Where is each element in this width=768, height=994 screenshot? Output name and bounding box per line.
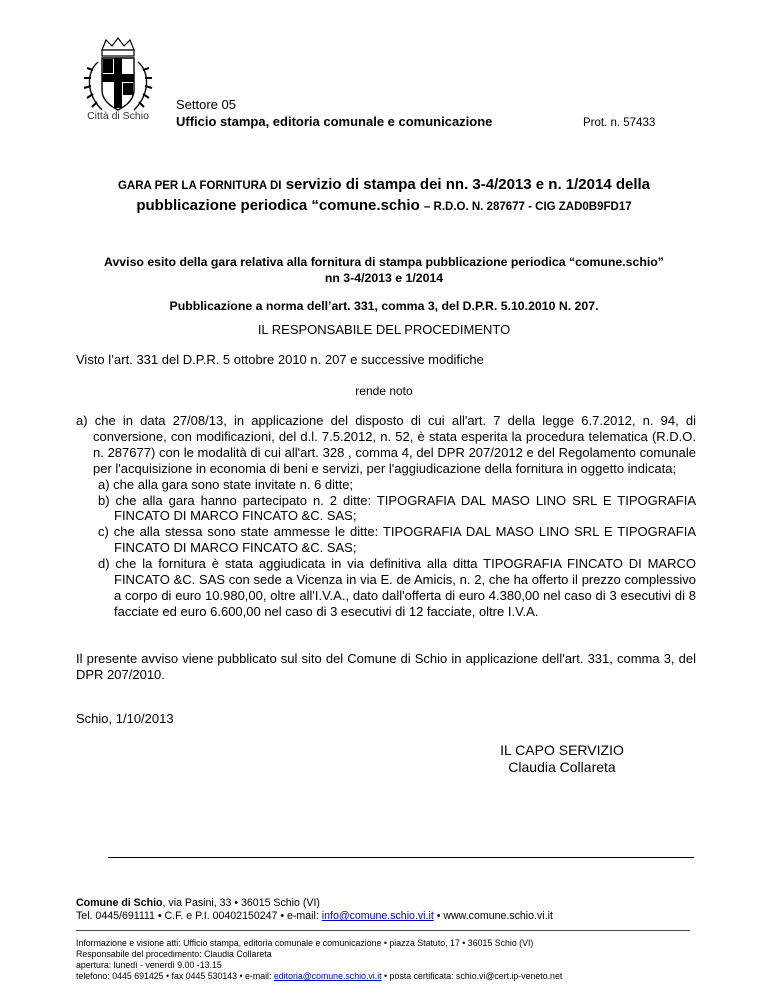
- publication-note: Pubblicazione a norma dell’art. 331, comma 3, del D.P.R. 5.10.2010 N. 207.: [169, 299, 599, 313]
- footer-contacts: [76, 897, 553, 923]
- footer-divider: [108, 857, 694, 858]
- sub-item-list: [76, 477, 696, 620]
- tender-suffix: – R.D.O. N. 287677 - CIG ZAD0B9FD17: [423, 201, 632, 213]
- item-a-paragraph: a) che in data 27/08/13, in applicazione del disposto di cui all'art. 7 della legge 6.7.2012, n. 94, di conversione, con modificazioni, del d.l. 7.5.2012, n. 52, è stata esperita la procedura telematica (R.D.O. n. 287677) con le modalità di cui all'art. 328 , comma 4, del DPR 207/2012 e del Regolamento comunale per l'acquisizione in economia di beni e servizi, per l'aggiudicazione della fornitura in oggetto indicata;: [76, 413, 696, 476]
- notice-title: [0, 254, 768, 286]
- footer-info-line-3: apertura: lunedì - venerdì 9.00 -13.15: [76, 960, 222, 970]
- office-label: Ufficio stampa, editoria comunale e comunicazione: [176, 114, 493, 129]
- sector-block: [176, 96, 492, 130]
- announces-label: rende noto: [355, 384, 413, 398]
- footer-pec: • posta certificata: schio.vi@cert.ip-veneto.net: [381, 971, 563, 981]
- list-item: b) che alla gara hanno partecipato n. 2 ditte: TIPOGRAFIA DAL MASO LINO SRL E TIPOGRAFIA FINCATO DI MARCO FINCATO &C. SAS;: [98, 492, 696, 524]
- tender-prefix: GARA PER LA FORNITURA DI: [117, 180, 282, 192]
- sector-label: Settore 05: [176, 97, 236, 112]
- signer-title: IL CAPO SERVIZIO: [500, 742, 624, 758]
- responsible-heading: IL RESPONSABILE DEL PROCEDIMENTO: [257, 322, 511, 337]
- tender-main-1: servizio di stampa dei nn. 3-4/2013 e n. 1/2014 della: [285, 176, 651, 193]
- tender-main-2: pubblicazione periodica “comune.schio: [136, 197, 420, 214]
- footer-email2-link[interactable]: editoria@comune.schio.vi.it: [273, 971, 382, 981]
- tender-title: [0, 175, 768, 217]
- footer-tel: Tel. 0445/691111 • C.F. e P.I. 00402150247 • e-mail:: [76, 910, 322, 922]
- notice-line-2: nn 3-4/2013 e 1/2014: [324, 271, 444, 285]
- footer-web: • www.comune.schio.vi.it: [433, 910, 553, 922]
- footer-comune: Comune di Schio: [76, 897, 163, 909]
- footer-phone: telefono: 0445 691425 • fax 0445 530143 • e-mail:: [76, 971, 274, 981]
- protocol-number: Prot. n. 57433: [583, 117, 656, 129]
- list-item: c) che alla stessa sono state ammesse le ditte: TIPOGRAFIA DAL MASO LINO SRL E TIPOGRAFIA FINCATO DI MARCO FINCATO &C. SAS;: [98, 524, 696, 556]
- signer-name: Claudia Collareta: [508, 759, 616, 775]
- place-date: Schio, 1/10/2013: [76, 711, 174, 726]
- footer-info-line-1: Informazione e visione atti: Ufficio stampa, editoria comunale e comunicazione • piazza Statuto, 17 • 36015 Schio (VI): [76, 938, 534, 948]
- main-content: [76, 413, 696, 620]
- footer-address: , via Pasini, 33 • 36015 Schio (VI): [162, 897, 320, 909]
- logo-caption: Città di Schio: [87, 110, 149, 122]
- publication-paragraph: Il presente avviso viene pubblicato sul sito del Comune di Schio in applicazione dell'art. 331, comma 3, del DPR 207/2010.: [76, 651, 696, 682]
- footer-info-line-2: Responsabile del procedimento: Claudia Collareta: [76, 949, 272, 959]
- legal-reference: Visto l’art. 331 del D.P.R. 5 ottobre 2010 n. 207 e successive modifiche: [76, 352, 484, 367]
- footer-info: [76, 938, 562, 982]
- footer-divider-2: [76, 930, 690, 931]
- notice-line-1: Avviso esito della gara relativa alla fornitura di stampa pubblicazione periodica “comune.schio”: [104, 255, 664, 269]
- list-item: a) che alla gara sono state invitate n. 6 ditte;: [98, 476, 354, 492]
- footer-email-link[interactable]: info@comune.schio.vi.it: [321, 910, 434, 922]
- list-item: d) che la fornitura è stata aggiudicata in via definitiva alla ditta TIPOGRAFIA FINCATO DI MARCO FINCATO &C. SAS con sede a Vicenza in via E. de Amicis, n. 2, che ha offerto il prezzo complessivo a corpo di euro 10.980,00, oltre all'I.V.A., dato dall'offerta di euro 4.380,00 nel caso di 3 esecutivi di 8 facciate ed euro 6.600,00 nel caso di 3 esecutivi di 12 facciate, oltre I.V.A.: [98, 556, 696, 619]
- signature-block: [464, 742, 660, 776]
